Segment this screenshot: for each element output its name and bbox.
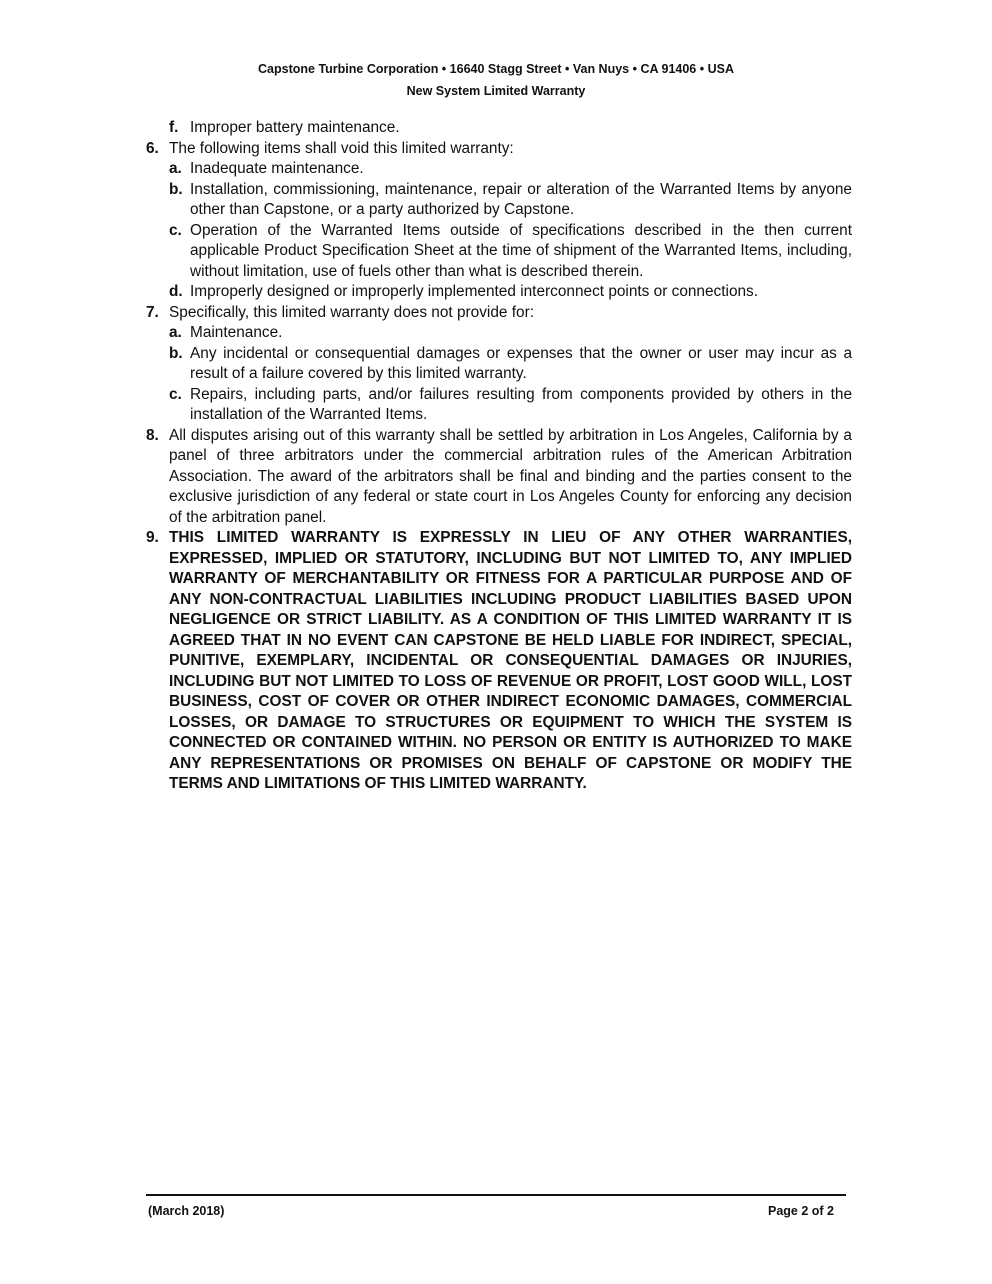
clause-text: The following items shall void this limited warranty: bbox=[169, 139, 514, 157]
clause-marker: c. bbox=[169, 385, 182, 403]
page-number: Page 2 of 2 bbox=[768, 1204, 834, 1218]
clause-6a bbox=[146, 159, 852, 180]
footer-divider bbox=[146, 1194, 846, 1196]
clause-marker: 7. bbox=[146, 303, 159, 321]
company-address-line: Capstone Turbine Corporation • 16640 Stagg Street • Van Nuys • CA 91406 • USA bbox=[258, 62, 734, 76]
clause-text: THIS LIMITED WARRANTY IS EXPRESSLY IN LIEU OF ANY OTHER WARRANTIES, EXPRESSED, IMPLIED OR STATUTORY, INCLUDING BUT NOT LIMITED TO, ANY IMPLIED WARRANTY OF MERCHANTABILITY OR FITNESS FOR A PARTICULAR PURPOSE AND OF ANY NON-CONTRACTUAL LIABILITIES INCLUDING PRODUCT LIABILITIES BASED UPON NEGLIGENCE OR STRICT LIABILITY. AS A CONDITION OF THIS LIMITED WARRANTY IT IS AGREED THAT IN NO EVENT CAN CAPSTONE BE HELD LIABLE FOR INDIRECT, SPECIAL, PUNITIVE, EXEMPLARY, INCIDENTAL OR CONSEQUENTIAL DAMAGES OR INJURIES, INCLUDING BUT NOT LIMITED TO LOSS OF REVENUE OR PROFIT, LOST GOOD WILL, LOST BUSINESS, COST OF COVER OR OTHER INDIRECT ECONOMIC DAMAGES, COMMERCIAL LOSSES, OR DAMAGE TO STRUCTURES OR EQUIPMENT TO WHICH THE SYSTEM IS CONNECTED OR CONTAINED WITHIN. NO PERSON OR ENTITY IS AUTHORIZED TO MAKE ANY REPRESENTATIONS OR PROMISES ON BEHALF OF CAPSTONE OR MODIFY THE TERMS AND LIMITATIONS OF THIS LIMITED WARRANTY. bbox=[169, 529, 852, 792]
clause-6 bbox=[146, 139, 852, 160]
clause-marker: c. bbox=[169, 221, 182, 239]
clause-6d bbox=[146, 282, 852, 303]
clause-7a bbox=[146, 323, 852, 344]
clause-text: Inadequate maintenance. bbox=[190, 160, 364, 177]
clause-text: Specifically, this limited warranty does not provide for: bbox=[169, 303, 534, 321]
clause-text: All disputes arising out of this warranty shall be settled by arbitration in Los Angeles, California by a panel of three arbitrators under the commercial arbitration rules of the American Arbitration Association. The award of the arbitrators shall be final and binding and the parties consent to the exclusive jurisdiction of any federal or state court in Los Angeles County for enforcing any decision of the arbitration panel. bbox=[169, 426, 852, 526]
clause-text: Operation of the Warranted Items outside of specifications described in the then current applicable Product Specification Sheet at the time of shipment of the Warranted Items, including, without limitation, use of fuels other than what is described therein. bbox=[190, 221, 852, 280]
clause-marker: f. bbox=[169, 119, 179, 136]
revision-date: (March 2018) bbox=[148, 1204, 225, 1218]
warranty-clauses bbox=[146, 118, 852, 795]
clause-marker: a. bbox=[169, 160, 182, 177]
clause-5f bbox=[146, 118, 852, 139]
clause-marker: b. bbox=[169, 180, 183, 198]
clause-text: Improper battery maintenance. bbox=[190, 119, 400, 136]
clause-marker: a. bbox=[169, 324, 182, 341]
document-title: New System Limited Warranty bbox=[406, 84, 586, 98]
clause-text: Improperly designed or improperly implemented interconnect points or connections. bbox=[190, 283, 759, 300]
clause-text: Maintenance. bbox=[190, 324, 283, 341]
clause-text: Installation, commissioning, maintenance, repair or alteration of the Warranted Items by anyone other than Capstone, or a party authorized by Capstone. bbox=[190, 180, 852, 218]
clause-7 bbox=[146, 303, 852, 324]
page-footer bbox=[148, 1204, 834, 1218]
clause-marker: 8. bbox=[146, 426, 159, 444]
clause-7b bbox=[146, 344, 852, 385]
page-header bbox=[0, 58, 992, 102]
clause-marker: 9. bbox=[146, 529, 159, 546]
clause-6b bbox=[146, 180, 852, 221]
clause-text: Repairs, including parts, and/or failures resulting from components provided by others in the installation of the Warranted Items. bbox=[190, 385, 852, 423]
clause-text: Any incidental or consequential damages or expenses that the owner or user may incur as a result of a failure covered by this limited warranty. bbox=[190, 344, 852, 382]
clause-8 bbox=[146, 426, 852, 529]
clause-7c bbox=[146, 385, 852, 426]
clause-6c bbox=[146, 221, 852, 283]
clause-marker: d. bbox=[169, 283, 183, 300]
clause-marker: b. bbox=[169, 344, 183, 362]
clause-marker: 6. bbox=[146, 139, 159, 157]
clause-9 bbox=[146, 528, 852, 795]
